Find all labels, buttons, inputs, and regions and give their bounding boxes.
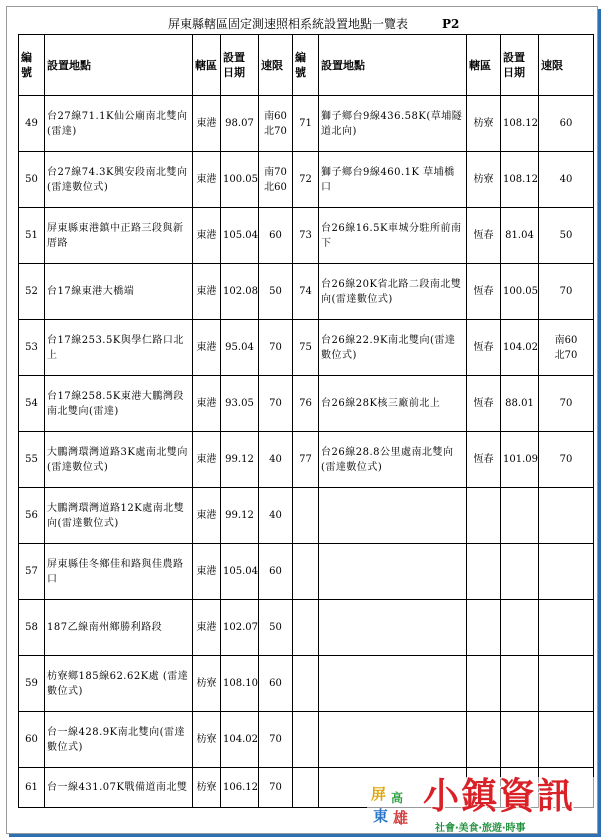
entry-district: 恆春 xyxy=(467,432,501,488)
entry-district: 東港 xyxy=(193,488,221,544)
badge-char: 屏 xyxy=(371,785,387,803)
entry-location: 台26線16.5K車城分駐所前南下 xyxy=(319,208,467,264)
entry-location: 屏東縣東港鎮中正路三段與新厝路 xyxy=(45,208,193,264)
entry-speed-limit xyxy=(539,656,594,712)
entry-date xyxy=(501,600,539,656)
document-header xyxy=(20,15,595,34)
watermark-logo xyxy=(367,777,595,834)
entry-speed-limit: 60 xyxy=(259,544,293,600)
entry-speed-limit: 70 xyxy=(259,712,293,768)
logo-badge xyxy=(369,781,419,831)
entry-district: 東港 xyxy=(193,432,221,488)
entry-location: 獅子鄉台9線460.1K 草埔橋口 xyxy=(319,152,467,208)
entry-number: 53 xyxy=(19,320,45,376)
document-frame xyxy=(6,6,598,834)
entry-speed-limit: 50 xyxy=(259,264,293,320)
entry-district: 枋寮 xyxy=(467,96,501,152)
col-header-location-right: 設置地點 xyxy=(319,35,467,96)
entry-location: 台26線22.9K南北雙向(雷達數位式) xyxy=(319,320,467,376)
col-header-limit-right: 速限 xyxy=(539,35,594,96)
entry-speed-limit: 70 xyxy=(539,264,594,320)
entry-date xyxy=(501,656,539,712)
entry-speed-limit: 40 xyxy=(259,488,293,544)
entry-speed-limit: 50 xyxy=(539,208,594,264)
entry-location: 大鵬灣環灣道路3K處南北雙向(雷達數位式) xyxy=(45,432,193,488)
entry-district: 枋寮 xyxy=(193,712,221,768)
entry-location xyxy=(319,656,467,712)
entry-district xyxy=(467,600,501,656)
table-header-row xyxy=(19,35,594,96)
entry-number: 73 xyxy=(293,208,319,264)
page-number: P2 xyxy=(442,17,460,31)
entry-number: 75 xyxy=(293,320,319,376)
entry-number: 71 xyxy=(293,96,319,152)
entry-location: 大鵬灣環灣道路12K處南北雙向(雷達數位式) xyxy=(45,488,193,544)
table-row xyxy=(19,600,594,656)
entry-number: 57 xyxy=(19,544,45,600)
entry-number: 58 xyxy=(19,600,45,656)
entry-number xyxy=(293,544,319,600)
col-header-date-right: 設置 日期 xyxy=(501,35,539,96)
entry-date: 102.08 xyxy=(221,264,259,320)
logo-tagline: 社會‧美食‧旅遊‧時事 xyxy=(435,823,526,834)
entry-date: 108.12 xyxy=(501,96,539,152)
entry-district xyxy=(467,488,501,544)
entry-location xyxy=(319,712,467,768)
entry-number: 76 xyxy=(293,376,319,432)
entry-number: 61 xyxy=(19,768,45,808)
entry-district: 東港 xyxy=(193,600,221,656)
entry-district: 東港 xyxy=(193,544,221,600)
col-header-date-left: 設置 日期 xyxy=(221,35,259,96)
col-header-location-left: 設置地點 xyxy=(45,35,193,96)
entry-speed-limit: 60 xyxy=(259,656,293,712)
entry-number: 72 xyxy=(293,152,319,208)
entry-number: 56 xyxy=(19,488,45,544)
entry-number: 59 xyxy=(19,656,45,712)
entry-location: 台17線253.5K與學仁路口北上 xyxy=(45,320,193,376)
col-header-limit-left: 速限 xyxy=(259,35,293,96)
entry-district: 東港 xyxy=(193,376,221,432)
entry-district: 東港 xyxy=(193,320,221,376)
table-row xyxy=(19,376,594,432)
entry-date: 88.01 xyxy=(501,376,539,432)
table-row xyxy=(19,320,594,376)
entry-speed-limit: 70 xyxy=(259,376,293,432)
entry-location: 枋寮鄉185線62.62K處 (雷達數位式) xyxy=(45,656,193,712)
entry-location xyxy=(319,600,467,656)
table-row xyxy=(19,432,594,488)
entry-speed-limit: 40 xyxy=(259,432,293,488)
entry-speed-limit: 40 xyxy=(539,152,594,208)
entry-number xyxy=(293,600,319,656)
entry-district: 東港 xyxy=(193,208,221,264)
entry-speed-limit: 70 xyxy=(259,768,293,808)
entry-speed-limit xyxy=(539,712,594,768)
entry-speed-limit xyxy=(539,488,594,544)
entry-location: 187乙線南州鄉勝利路段 xyxy=(45,600,193,656)
entry-date: 99.12 xyxy=(221,488,259,544)
entry-number: 74 xyxy=(293,264,319,320)
badge-char: 高 xyxy=(391,791,404,805)
badge-char: 雄 xyxy=(393,809,409,827)
entry-location: 台26線28.8公里處南北雙向(雷達數位式) xyxy=(319,432,467,488)
table-row xyxy=(19,488,594,544)
entry-number: 54 xyxy=(19,376,45,432)
speed-camera-table xyxy=(18,34,594,808)
entry-location xyxy=(319,488,467,544)
entry-location: 屏東縣佳冬鄉佳和路與佳農路口 xyxy=(45,544,193,600)
logo-brand-text: 小鎮資訊 xyxy=(423,776,576,817)
entry-number: 60 xyxy=(19,712,45,768)
col-header-district-right: 轄區 xyxy=(467,35,501,96)
col-header-district-left: 轄區 xyxy=(193,35,221,96)
entry-speed-limit: 南70 北60 xyxy=(259,152,293,208)
entry-district xyxy=(467,712,501,768)
entry-number: 55 xyxy=(19,432,45,488)
entry-district: 枋寮 xyxy=(193,656,221,712)
entry-district: 恆春 xyxy=(467,320,501,376)
entry-location: 台17線東港大橋端 xyxy=(45,264,193,320)
entry-date: 108.10 xyxy=(221,656,259,712)
entry-speed-limit: 70 xyxy=(539,376,594,432)
table-row xyxy=(19,712,594,768)
entry-district: 東港 xyxy=(193,264,221,320)
entry-date: 93.05 xyxy=(221,376,259,432)
entry-district xyxy=(467,656,501,712)
table-row xyxy=(19,208,594,264)
entry-number xyxy=(293,768,319,808)
entry-date: 101.09 xyxy=(501,432,539,488)
entry-number xyxy=(293,488,319,544)
entry-date: 104.02 xyxy=(221,712,259,768)
entry-district: 恆春 xyxy=(467,208,501,264)
entry-date: 105.04 xyxy=(221,208,259,264)
table-row xyxy=(19,264,594,320)
table-row xyxy=(19,152,594,208)
entry-location: 台26線20K省北路二段南北雙向(雷達數位式) xyxy=(319,264,467,320)
entry-date xyxy=(501,544,539,600)
entry-number xyxy=(293,656,319,712)
entry-speed-limit: 50 xyxy=(259,600,293,656)
entry-location: 台27線74.3K興安段南北雙向(雷達數位式) xyxy=(45,152,193,208)
entry-district: 枋寮 xyxy=(467,152,501,208)
entry-location: 台27線71.1K仙公廟南北雙向(雷達) xyxy=(45,96,193,152)
entry-date: 99.12 xyxy=(221,432,259,488)
document-title: 屏東縣轄區固定測速照相系統設置地點一覽表 xyxy=(168,17,409,31)
entry-date: 102.07 xyxy=(221,600,259,656)
entry-district: 枋寮 xyxy=(193,768,221,808)
entry-speed-limit xyxy=(539,600,594,656)
entry-district: 東港 xyxy=(193,96,221,152)
table-row xyxy=(19,96,594,152)
entry-speed-limit: 南60 北70 xyxy=(539,320,594,376)
badge-char: 東 xyxy=(373,807,389,825)
entry-date: 81.04 xyxy=(501,208,539,264)
entry-number: 49 xyxy=(19,96,45,152)
entry-date: 98.07 xyxy=(221,96,259,152)
entry-date: 108.12 xyxy=(501,152,539,208)
table-row xyxy=(19,656,594,712)
entry-date: 105.04 xyxy=(221,544,259,600)
entry-number: 50 xyxy=(19,152,45,208)
entry-number: 51 xyxy=(19,208,45,264)
entry-speed-limit xyxy=(539,544,594,600)
entry-district xyxy=(467,544,501,600)
entry-date: 106.12 xyxy=(221,768,259,808)
entry-location: 台26線28K核三廠前北上 xyxy=(319,376,467,432)
entry-speed-limit: 60 xyxy=(539,96,594,152)
entry-location xyxy=(319,544,467,600)
col-header-num-right: 編號 xyxy=(293,35,319,96)
entry-date: 95.04 xyxy=(221,320,259,376)
entry-speed-limit: 70 xyxy=(539,432,594,488)
entry-location: 台17線258.5K東港大鵬灣段南北雙向(雷達) xyxy=(45,376,193,432)
table-row xyxy=(19,544,594,600)
entry-date xyxy=(501,488,539,544)
entry-district: 恆春 xyxy=(467,264,501,320)
entry-speed-limit: 70 xyxy=(259,320,293,376)
entry-number: 77 xyxy=(293,432,319,488)
entry-location: 獅子鄉台9線436.58K(草埔隧道北向) xyxy=(319,96,467,152)
entry-number: 52 xyxy=(19,264,45,320)
entry-location: 台一線428.9K南北雙向(雷達數位式) xyxy=(45,712,193,768)
entry-speed-limit: 60 xyxy=(259,208,293,264)
entry-speed-limit: 南60 北70 xyxy=(259,96,293,152)
entry-number xyxy=(293,712,319,768)
entry-date: 100.05 xyxy=(221,152,259,208)
entry-date: 104.02 xyxy=(501,320,539,376)
entry-district: 東港 xyxy=(193,152,221,208)
col-header-num-left: 編號 xyxy=(19,35,45,96)
entry-location: 台一線431.07K戰備道南北雙 xyxy=(45,768,193,808)
entry-district: 恆春 xyxy=(467,376,501,432)
entry-date xyxy=(501,712,539,768)
entry-date: 100.05 xyxy=(501,264,539,320)
